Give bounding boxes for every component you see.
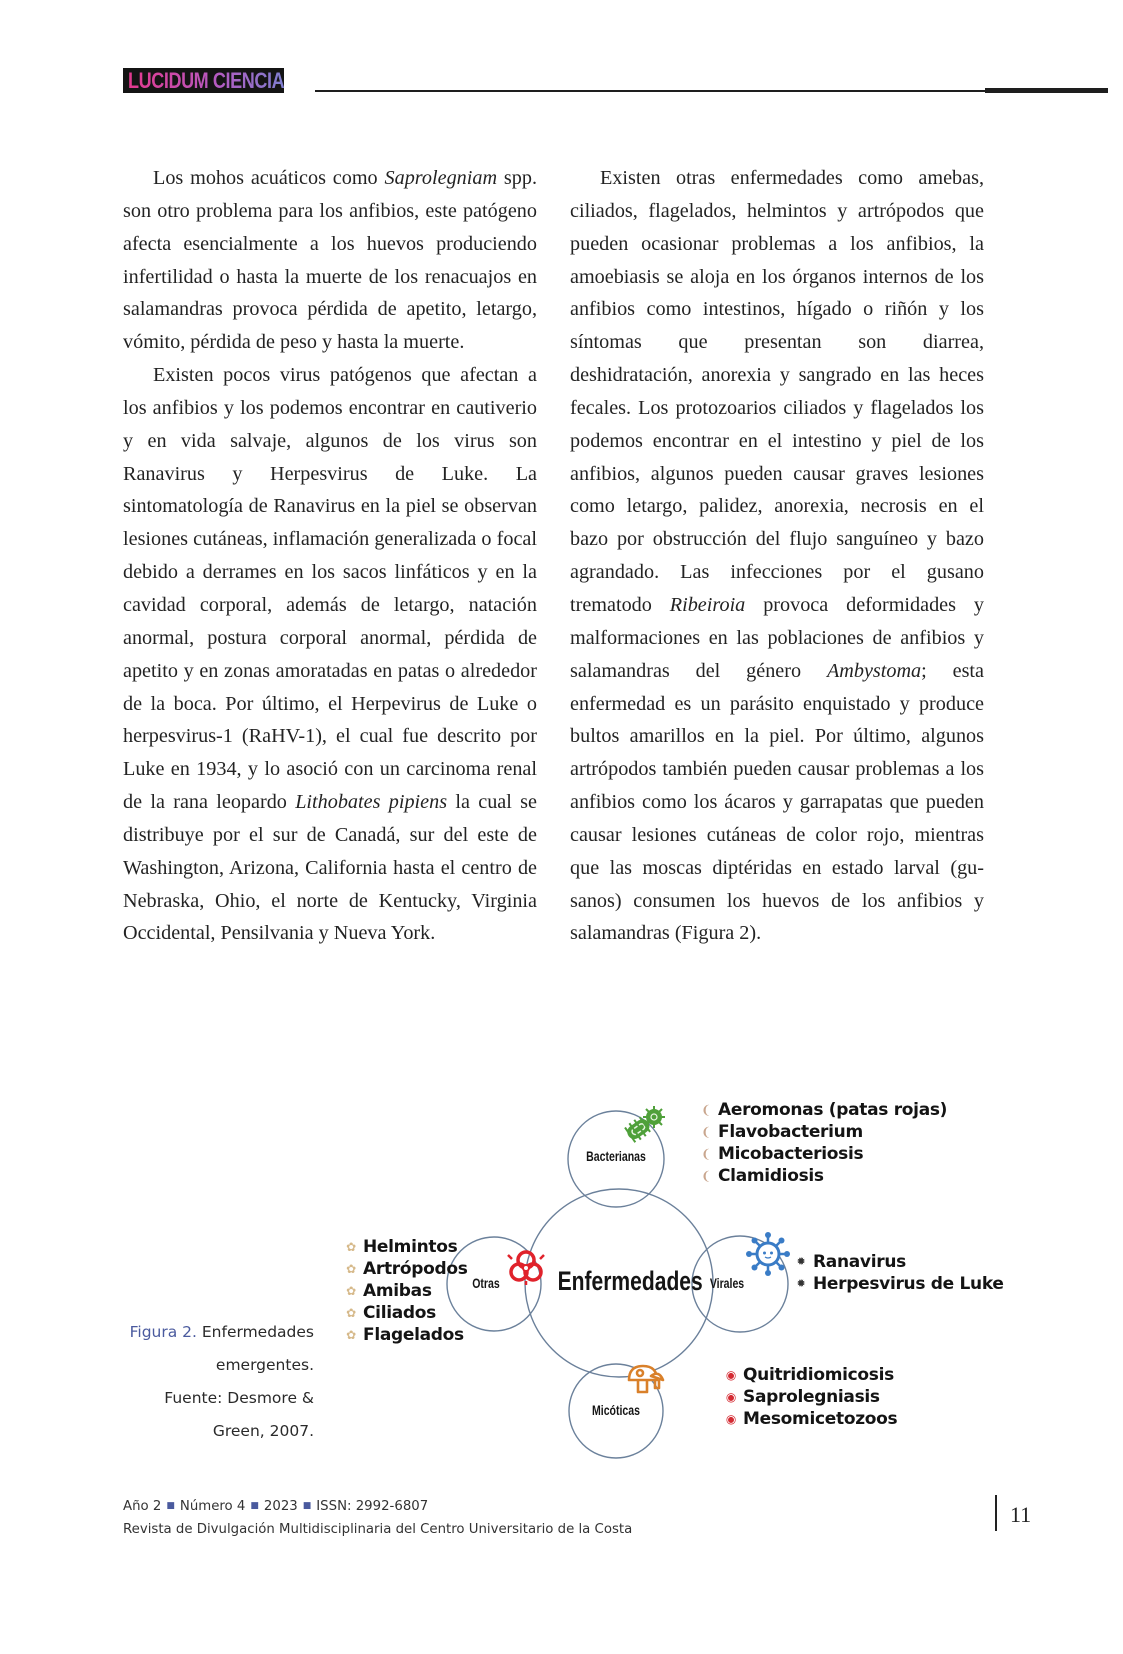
footer-year: Año 2 xyxy=(123,1499,162,1514)
list-item-label: Flavobacterium xyxy=(718,1122,863,1142)
list-item-label: Helmintos xyxy=(363,1237,458,1257)
list-item-label: Amibas xyxy=(363,1281,432,1301)
bullet-icon: ✿ xyxy=(346,1284,356,1298)
bullet-icon: ✿ xyxy=(346,1240,356,1254)
list-item-label: Saprolegniasis xyxy=(743,1387,880,1407)
paragraph xyxy=(123,359,537,950)
bullet-icon: ❨ xyxy=(701,1147,711,1161)
footer-number: Número 4 xyxy=(179,1499,246,1514)
list-item xyxy=(345,1324,468,1346)
paragraph xyxy=(123,162,537,359)
list-item-label: Herpesvirus de Luke xyxy=(813,1274,1004,1294)
list-item xyxy=(345,1236,468,1258)
list-item xyxy=(725,1408,897,1430)
species-name: Ambystoma xyxy=(826,659,922,682)
footer-publication: Revista de Divulgación Multidisciplinaria del Centro Universitario de la Costa xyxy=(123,1522,633,1537)
text-run: spp. son otro problema para los anfibios, este patógeno afecta esencialmente a los huevos produciendo infertilidad o hasta la muerte de los renacuajos en salamandras provoca pérdida de apetito, letargo, vómito, pérdida de peso y hasta la muerte. xyxy=(123,167,537,354)
list-item xyxy=(700,1143,947,1165)
micoticas-list xyxy=(725,1364,897,1430)
list-item-label: Aeromonas (patas rojas) xyxy=(718,1100,948,1120)
bullet-icon: ✿ xyxy=(346,1328,356,1342)
bacterianas-label: Bacterianas xyxy=(586,1149,646,1164)
species-name: Ribeiroia xyxy=(669,593,746,616)
mushroom-icon xyxy=(629,1366,663,1392)
virus-icon xyxy=(746,1232,790,1276)
otras-label: Otras xyxy=(472,1276,500,1291)
bullet-icon: ❨ xyxy=(701,1125,711,1139)
virales-circle xyxy=(692,1236,788,1332)
biohazard-icon xyxy=(508,1252,544,1285)
list-item-label: Flagelados xyxy=(363,1325,464,1345)
list-item xyxy=(700,1121,947,1143)
footer-issn: ISSN: 2992-6807 xyxy=(316,1499,429,1514)
bacterianas-circle xyxy=(568,1111,664,1207)
list-item xyxy=(725,1364,897,1386)
list-item-label: Micobacteriosis xyxy=(718,1144,864,1164)
figure-title: Enfermedades emergentes. xyxy=(196,1323,314,1374)
virales-label: Virales xyxy=(709,1276,745,1291)
header-rule xyxy=(315,90,985,92)
bullet-icon: ✹ xyxy=(796,1255,806,1268)
footer-separator: ■ xyxy=(302,1501,312,1511)
species-name: Lithobates pipiens xyxy=(295,791,448,814)
bullet-icon: ❨ xyxy=(701,1103,711,1117)
otras-circle xyxy=(447,1237,541,1331)
bullet-icon: ✿ xyxy=(346,1262,356,1276)
bullet-icon: ✿ xyxy=(346,1306,356,1320)
bullet-icon: ◉ xyxy=(725,1368,737,1382)
list-item-label: Artrópodos xyxy=(363,1259,468,1279)
journal-header-badge xyxy=(123,68,284,93)
text-run: ; esta enfermedad es un parásito enquistado y produce bultos amarillos en la piel. Por último, algunos artrópodos también pueden causar problemas a los anfibios como los ácaros y garrapatas que pueden causar lesiones cutáneas de color rojo, mientras que las moscas diptéridas en estado larval (gusanos) consumen los huevos de los anfibios y salamandras (Figura 2). xyxy=(570,659,984,945)
list-item xyxy=(795,1273,1004,1295)
text-run: la cual se distribuye por el sur de Canadá, sur del este de Washington, Arizona, California hasta el centro de Nebraska, Ohio, el norte de Kentucky, Virginia Occidental, Pensilvania y Nueva York. xyxy=(123,791,537,945)
page-number-divider xyxy=(995,1495,997,1531)
text-run: provoca deformidades y malformaciones en las poblaciones de anfibios y salamandras del género xyxy=(570,593,984,682)
bacterianas-list xyxy=(700,1099,947,1187)
footer-date: 2023 xyxy=(263,1499,298,1514)
list-item-label: Quitridiomicosis xyxy=(743,1365,894,1385)
bullet-icon: ❨ xyxy=(701,1169,711,1183)
text-run: Existen otras enfermedades como amebas, ciliados, flagelados, helmintos y artrópodos que pueden ocasionar problemas a los anfibios, la amoebiasis se aloja en los órganos internos de los anfibios como intestinos, hígado o riñón y los síntomas que presentan son diarrea, deshidratación, anorexia y sangrado en las heces fecales. Los protozoarios ciliados y flagelados los podemos encontrar en el intestino y piel de los anfibios, algunos pueden causar graves lesiones como letargo, palidez, anorexia, necrosis en el bazo por obstrucción del flujo sanguíneo y bazo agrandado. Las infecciones por el gusano trematodo xyxy=(570,167,984,616)
header-rule-accent xyxy=(985,88,1108,93)
list-item xyxy=(700,1099,947,1121)
list-item xyxy=(725,1386,897,1408)
bullet-icon: ✹ xyxy=(796,1277,806,1290)
footer-issue-info xyxy=(123,1499,428,1514)
bacteria-icon xyxy=(623,1106,665,1144)
list-item-label: Ciliados xyxy=(363,1303,436,1323)
footer-separator: ■ xyxy=(166,1501,175,1511)
figure-source: Fuente: Desmore & Green, 2007. xyxy=(164,1389,314,1440)
virales-list xyxy=(795,1251,1004,1295)
paragraph xyxy=(570,162,984,950)
text-run: Existen pocos virus patógenos que afectan a los anfibios y los podemos encontrar en cautiverio y en vida salvaje, algunos de los virus son Ranavirus y Herpesvirus de Luke. La sintomatología de Ranavirus en la piel se observan lesiones cutáneas, inflamación generalizada o focal debido a derrames en los sacos linfáticos y en la cavidad corporal, además de letargo, natación anormal, postura corporal anormal, pérdida de apetito y en zonas amoratadas en patas o alrededor de la boca. Por último, el Herpevirus de Luke o herpesvirus-1 (RaHV-1), el cual fue descrito por Luke en 1934, y lo asoció con un carcinoma renal de la rana leopardo xyxy=(123,364,537,814)
center-label: Enfermedades xyxy=(557,1266,703,1296)
species-name: Saprolegniam xyxy=(384,167,498,189)
list-item xyxy=(345,1302,468,1324)
page-number: 11 xyxy=(1010,1502,1032,1527)
micoticas-circle xyxy=(569,1364,663,1458)
bullet-icon: ◉ xyxy=(725,1412,737,1426)
list-item-label: Mesomicetozoos xyxy=(743,1409,898,1429)
list-item xyxy=(345,1258,468,1280)
center-circle xyxy=(525,1189,713,1377)
list-item-label: Ranavirus xyxy=(813,1252,906,1272)
micoticas-label: Micóticas xyxy=(592,1403,640,1418)
left-text-column xyxy=(123,162,537,950)
footer-separator: ■ xyxy=(250,1501,259,1511)
list-item xyxy=(700,1165,947,1187)
bullet-icon: ◉ xyxy=(725,1390,737,1404)
list-item xyxy=(345,1280,468,1302)
list-item-label: Clamidiosis xyxy=(718,1166,824,1186)
right-text-column xyxy=(570,162,984,950)
text-run: Los mohos acuáticos como xyxy=(153,167,385,189)
otras-list xyxy=(345,1236,468,1346)
figure-caption xyxy=(110,1316,314,1448)
list-item xyxy=(795,1251,1004,1273)
journal-name: LUCIDUM CIENCIA xyxy=(128,67,285,93)
figure-label: Figura 2. xyxy=(129,1323,197,1341)
